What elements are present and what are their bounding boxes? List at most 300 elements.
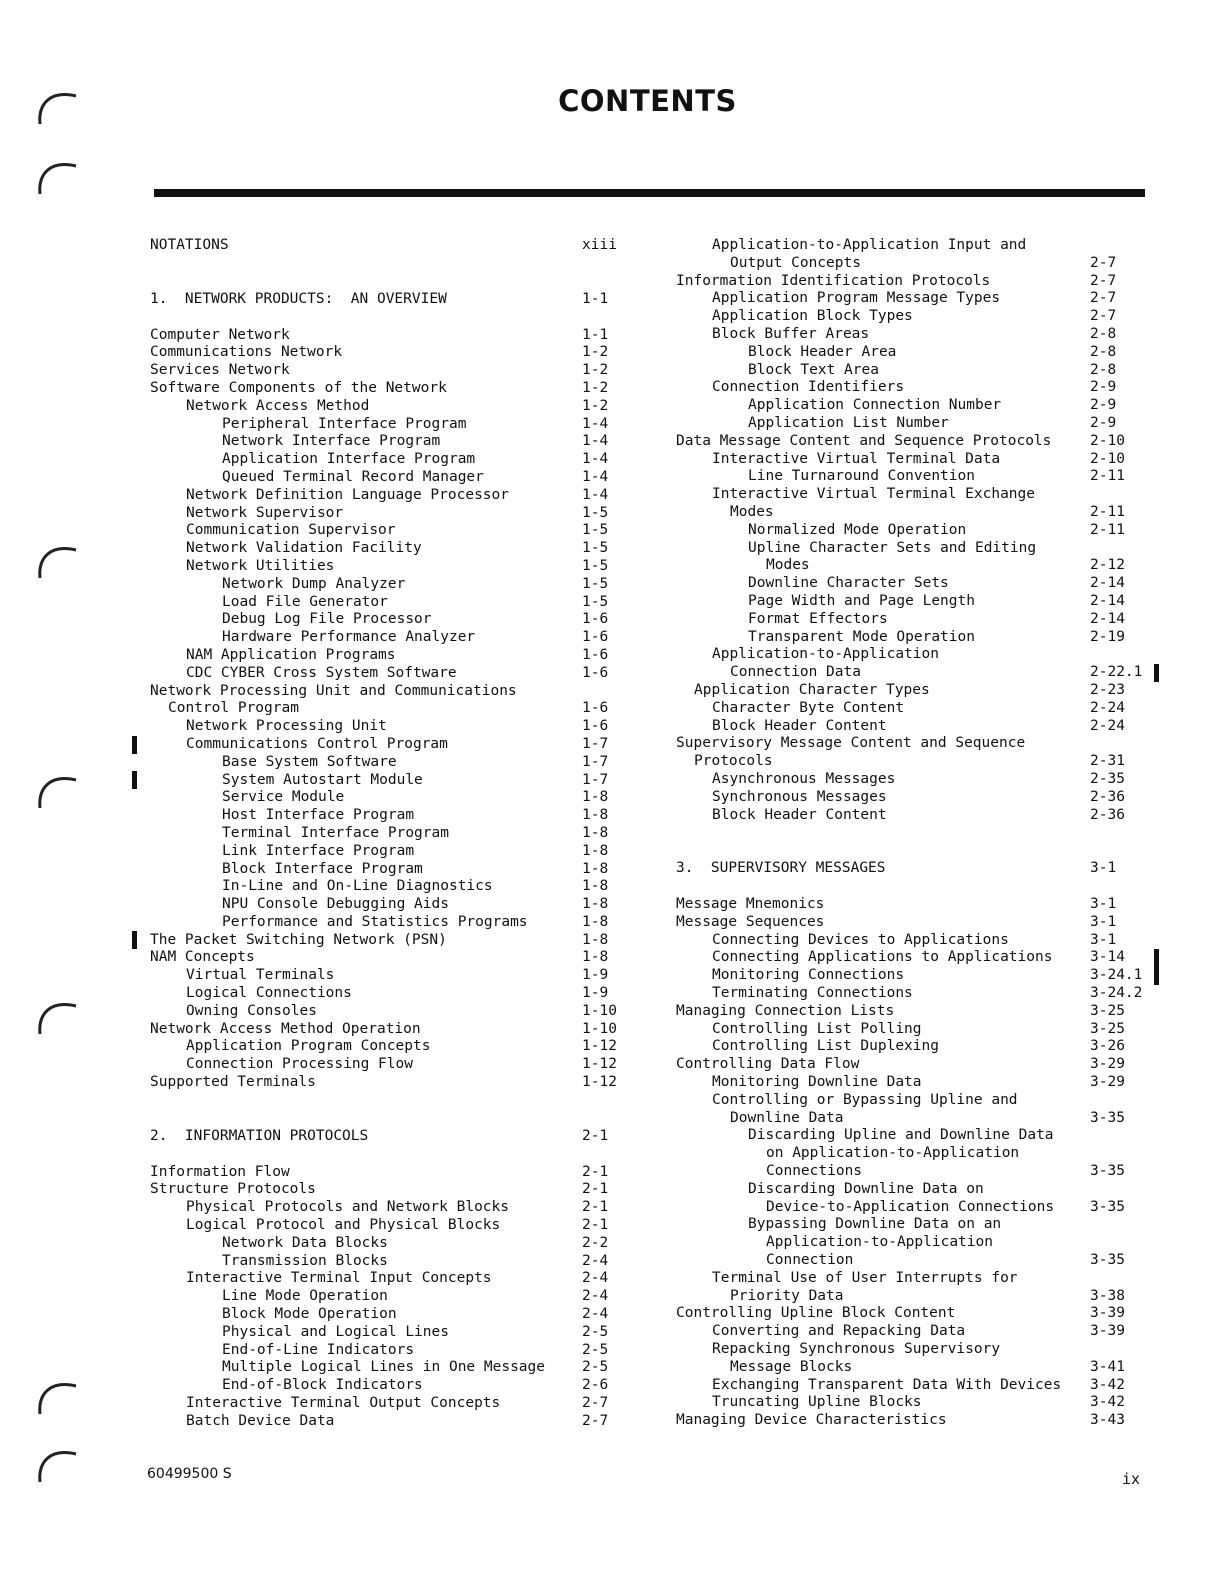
toc-entry-title: 2. INFORMATION PROTOCOLS <box>150 1127 369 1144</box>
toc-entry-title: Structure Protocols <box>150 1181 316 1198</box>
toc-entry <box>676 1145 1144 1163</box>
binder-hole-icon <box>36 86 80 126</box>
toc-entry-page: 1-4 <box>582 486 609 503</box>
toc-entry <box>676 1092 1144 1110</box>
toc-entry-title: Communication Supervisor <box>186 522 396 539</box>
toc-entry-title: Block Buffer Areas <box>712 325 870 342</box>
toc-entry <box>150 1306 620 1324</box>
toc-entry <box>150 665 620 683</box>
toc-entry-title: Application Character Types <box>694 681 930 698</box>
toc-entry-title: Batch Device Data <box>186 1412 335 1429</box>
toc-entry-page: 2-7 <box>1090 290 1117 307</box>
toc-entry-title: Application Block Types <box>712 308 913 325</box>
toc-entry-page: 1-8 <box>582 896 609 913</box>
toc-entry-title: Communications Network <box>150 344 343 361</box>
toc-entry-title: Terminal Use of User Interrupts for <box>712 1269 1018 1286</box>
toc-entry-page: 1-7 <box>582 771 609 788</box>
toc-right-column <box>676 237 1144 1430</box>
toc-entry <box>150 736 620 754</box>
toc-entry-title: Services Network <box>150 362 290 379</box>
toc-entry-title: Information Flow <box>150 1163 290 1180</box>
toc-entry-page: 1-12 <box>582 1056 617 1073</box>
toc-entry-page: 1-8 <box>582 931 609 948</box>
toc-entry <box>150 1235 620 1253</box>
toc-entry <box>150 1074 620 1092</box>
toc-entry <box>676 575 1144 593</box>
toc-entry-title: Application-to-Application Input and <box>712 237 1027 253</box>
toc-entry-page: 2-9 <box>1090 397 1117 414</box>
toc-entry-page: 1-4 <box>582 433 609 450</box>
toc-entry-page: 2-8 <box>1090 325 1117 342</box>
toc-entry <box>150 594 620 612</box>
toc-entry <box>676 1038 1144 1056</box>
toc-entry <box>676 985 1144 1003</box>
toc-entry <box>150 1377 620 1395</box>
toc-entry <box>150 344 620 362</box>
toc-entry <box>676 308 1144 326</box>
toc-entry <box>676 718 1144 736</box>
toc-entry-page: 1-1 <box>582 326 609 343</box>
binder-hole-icon <box>36 156 80 196</box>
toc-entry <box>676 1216 1144 1234</box>
toc-entry <box>150 807 620 825</box>
toc-entry <box>150 967 620 985</box>
toc-entry-title: on Application-to-Application <box>766 1145 1020 1162</box>
toc-entry-page: 1-8 <box>582 949 609 966</box>
toc-entry-title: Network Processing Unit <box>186 718 387 735</box>
toc-entry-title: Application-to-Application <box>712 646 939 663</box>
toc-entry-page: 1-9 <box>582 967 609 984</box>
toc-entry <box>676 735 1144 753</box>
binder-hole-icon <box>36 1376 80 1416</box>
toc-entry-title: Connection <box>766 1252 854 1269</box>
toc-entry-page: 1-6 <box>582 629 609 646</box>
toc-entry-title: CDC CYBER Cross System Software <box>186 664 457 681</box>
toc-entry-page: 1-10 <box>582 1002 617 1019</box>
toc-entry-title: Block Header Content <box>712 806 887 823</box>
binder-hole-icon <box>36 770 80 810</box>
toc-entry-page: 2-31 <box>1090 753 1125 770</box>
toc-entry <box>150 772 620 790</box>
toc-entry <box>676 433 1144 451</box>
toc-entry-title: Priority Data <box>730 1287 844 1304</box>
toc-entry-page: 3-29 <box>1090 1074 1125 1091</box>
toc-entry-page: 1-6 <box>582 700 609 717</box>
toc-entry-title: 3. SUPERVISORY MESSAGES <box>676 860 886 877</box>
toc-entry-title: Service Module <box>222 789 345 806</box>
toc-entry-title: Application Interface Program <box>222 451 476 468</box>
toc-entry <box>676 949 1144 967</box>
toc-entry-title: Truncating Upline Blocks <box>712 1394 922 1411</box>
toc-entry-title: Host Interface Program <box>222 807 415 824</box>
toc-entry-page: 2-14 <box>1090 592 1125 609</box>
toc-entry-title: Format Effectors <box>748 610 888 627</box>
toc-entry-title: Controlling List Duplexing <box>712 1038 939 1055</box>
toc-entry-title: Connection Data <box>730 664 861 681</box>
toc-entry <box>676 771 1144 789</box>
toc-entry-page: 1-4 <box>582 468 609 485</box>
toc-entry-title: Physical and Logical Lines <box>222 1323 449 1340</box>
toc-entry-page: 3-1 <box>1090 896 1117 913</box>
toc-entry-title: Software Components of the Network <box>150 379 447 396</box>
toc-entry <box>150 718 620 736</box>
toc-entry-title: Synchronous Messages <box>712 788 887 805</box>
toc-entry-page: 2-36 <box>1090 788 1125 805</box>
toc-entry <box>150 878 620 896</box>
toc-entry-page: 1-5 <box>582 522 609 539</box>
toc-entry <box>676 1359 1144 1377</box>
toc-entry-page: 2-1 <box>582 1199 609 1216</box>
toc-entry-title: Connection Processing Flow <box>186 1056 413 1073</box>
toc-entry-page: 2-11 <box>1090 521 1125 538</box>
toc-entry <box>150 451 620 469</box>
toc-entry <box>150 629 620 647</box>
toc-entry-title: NAM Application Programs <box>186 646 396 663</box>
toc-entry-title: Message Sequences <box>676 913 825 930</box>
toc-entry-page: 2-23 <box>1090 681 1125 698</box>
toc-entry-title: 1. NETWORK PRODUCTS: AN OVERVIEW <box>150 290 447 307</box>
toc-entry <box>150 1021 620 1039</box>
toc-entry <box>150 789 620 807</box>
toc-entry-title: Load File Generator <box>222 593 388 610</box>
toc-entry <box>676 1323 1144 1341</box>
toc-entry-page: 2-24 <box>1090 699 1125 716</box>
toc-entry-page: 2-14 <box>1090 575 1125 592</box>
toc-entry <box>150 861 620 879</box>
toc-entry <box>150 1128 620 1146</box>
toc-entry-title: End-of-Block Indicators <box>222 1377 423 1394</box>
toc-entry <box>676 415 1144 433</box>
toc-entry-page: 1-12 <box>582 1038 617 1055</box>
toc-entry-page: 3-41 <box>1090 1358 1125 1375</box>
toc-entry-page: 2-7 <box>1090 272 1117 289</box>
toc-entry-title: End-of-Line Indicators <box>222 1341 415 1358</box>
toc-entry-title: NOTATIONS <box>150 237 229 253</box>
toc-entry-page: 3-35 <box>1090 1163 1125 1180</box>
toc-entry <box>676 362 1144 380</box>
toc-entry-title: Transparent Mode Operation <box>748 628 975 645</box>
toc-entry-title: Discarding Downline Data on <box>748 1180 984 1197</box>
toc-entry-page: 2-14 <box>1090 610 1125 627</box>
toc-entry <box>676 540 1144 558</box>
toc-entry-title: Interactive Virtual Terminal Data <box>712 450 1001 467</box>
toc-entry-title: Logical Connections <box>186 985 352 1002</box>
toc-entry-page: 2-7 <box>1090 308 1117 325</box>
toc-entry <box>676 593 1144 611</box>
toc-entry-title: Physical Protocols and Network Blocks <box>186 1199 510 1216</box>
toc-entry-title: Network Access Method <box>186 397 370 414</box>
toc-entry-page: 1-5 <box>582 593 609 610</box>
toc-entry-title: Application Connection Number <box>748 397 1002 414</box>
toc-entry-page: 1-4 <box>582 451 609 468</box>
toc-entry <box>676 914 1144 932</box>
toc-entry <box>150 540 620 558</box>
toc-entry-title: Control Program <box>168 700 299 717</box>
toc-entry <box>150 683 620 701</box>
toc-entry-title: Connecting Devices to Applications <box>712 931 1009 948</box>
toc-entry-title: Block Mode Operation <box>222 1306 397 1323</box>
toc-entry-page: 2-1 <box>582 1181 609 1198</box>
toc-entry <box>150 1324 620 1342</box>
toc-entry-title: Asynchronous Messages <box>712 770 896 787</box>
toc-entry-title: Application Program Concepts <box>186 1038 431 1055</box>
toc-entry-title: Controlling Upline Block Content <box>676 1305 956 1322</box>
toc-entry-page: 3-35 <box>1090 1109 1125 1126</box>
toc-entry <box>150 487 620 505</box>
toc-entry-title: Information Identification Protocols <box>676 272 991 289</box>
toc-entry-page: 1-5 <box>582 575 609 592</box>
toc-entry-title: Normalized Mode Operation <box>748 521 967 538</box>
toc-entry-title: Block Header Content <box>712 717 887 734</box>
toc-entry <box>676 896 1144 914</box>
toc-entry-page: 1-6 <box>582 718 609 735</box>
toc-entry <box>150 843 620 861</box>
page-number: ix <box>1122 1470 1141 1488</box>
toc-entry <box>150 1164 620 1182</box>
toc-entry <box>150 611 620 629</box>
toc-entry-page: 3-25 <box>1090 1002 1125 1019</box>
toc-left-column <box>150 237 620 1431</box>
toc-entry <box>676 1056 1144 1074</box>
toc-entry-title: Terminal Interface Program <box>222 824 449 841</box>
toc-entry-title: Controlling List Polling <box>712 1020 922 1037</box>
toc-entry-page: 3-35 <box>1090 1252 1125 1269</box>
toc-entry-title: Page Width and Page Length <box>748 592 975 609</box>
toc-entry-page: 3-43 <box>1090 1412 1125 1429</box>
toc-entry-title: Device-to-Application Connections <box>766 1198 1055 1215</box>
toc-entry <box>150 949 620 967</box>
toc-entry-title: In-Line and On-Line Diagnostics <box>222 878 493 895</box>
toc-entry <box>150 754 620 772</box>
toc-entry <box>676 1394 1144 1412</box>
toc-entry-page: 2-12 <box>1090 557 1125 574</box>
toc-entry-title: Connections <box>766 1163 863 1180</box>
toc-entry-page: 2-7 <box>1090 254 1117 271</box>
toc-entry-page: 1-5 <box>582 504 609 521</box>
toc-entry-page: 2-36 <box>1090 806 1125 823</box>
toc-entry-page: 2-5 <box>582 1341 609 1358</box>
toc-entry-page: 3-14 <box>1090 949 1125 966</box>
toc-entry-title: Monitoring Connections <box>712 967 905 984</box>
toc-entry-page: 2-8 <box>1090 361 1117 378</box>
toc-entry-page: 3-29 <box>1090 1056 1125 1073</box>
toc-entry <box>150 416 620 434</box>
toc-entry-page: 3-24.2 <box>1090 985 1143 1002</box>
toc-entry <box>676 967 1144 985</box>
toc-entry <box>676 397 1144 415</box>
toc-entry <box>676 255 1144 273</box>
toc-entry <box>150 1199 620 1217</box>
toc-entry-title: Application Program Message Types <box>712 290 1001 307</box>
toc-entry <box>676 807 1144 825</box>
toc-entry <box>676 1234 1144 1252</box>
toc-entry-title: NPU Console Debugging Aids <box>222 896 449 913</box>
toc-entry-page: 1-12 <box>582 1074 617 1091</box>
binder-hole-icon <box>36 1444 80 1484</box>
toc-entry <box>676 344 1144 362</box>
toc-entry-page: 1-8 <box>582 807 609 824</box>
toc-entry-page: 1-6 <box>582 646 609 663</box>
toc-entry-page: 2-5 <box>582 1323 609 1340</box>
toc-entry-title: Network Validation Facility <box>186 540 422 557</box>
toc-entry <box>676 860 1144 878</box>
toc-entry <box>676 664 1144 682</box>
toc-entry-title: Message Mnemonics <box>676 896 825 913</box>
toc-entry-title: Owning Consoles <box>186 1002 317 1019</box>
toc-entry-title: Modes <box>730 503 774 520</box>
toc-entry <box>150 558 620 576</box>
toc-entry-title: Converting and Repacking Data <box>712 1323 966 1340</box>
toc-entry-title: Network Dump Analyzer <box>222 575 406 592</box>
toc-entry-page: 2-1 <box>582 1127 609 1144</box>
toc-entry-title: NAM Concepts <box>150 949 255 966</box>
toc-entry <box>676 932 1144 950</box>
toc-entry <box>150 398 620 416</box>
toc-entry-title: Computer Network <box>150 326 290 343</box>
toc-entry-title: Controlling or Bypassing Upline and <box>712 1091 1018 1108</box>
toc-entry-page: 1-1 <box>582 290 609 307</box>
toc-entry-title: Output Concepts <box>730 254 861 271</box>
toc-entry-page: 1-8 <box>582 842 609 859</box>
toc-entry-page: 2-11 <box>1090 468 1125 485</box>
toc-entry-title: Network Processing Unit and Communications <box>150 682 517 699</box>
toc-entry-page: 2-7 <box>582 1412 609 1429</box>
toc-entry-page: 1-6 <box>582 664 609 681</box>
toc-entry <box>676 611 1144 629</box>
toc-entry-page: 3-24.1 <box>1090 967 1143 984</box>
toc-entry-page: 1-8 <box>582 824 609 841</box>
toc-entry-title: Message Blocks <box>730 1358 853 1375</box>
toc-entry <box>676 237 1144 255</box>
toc-entry-page: 1-6 <box>582 611 609 628</box>
toc-entry-page: 2-4 <box>582 1288 609 1305</box>
toc-entry-title: Hardware Performance Analyzer <box>222 629 476 646</box>
toc-entry-title: Logical Protocol and Physical Blocks <box>186 1217 501 1234</box>
toc-entry-title: Downline Character Sets <box>748 575 949 592</box>
toc-entry-title: Character Byte Content <box>712 699 905 716</box>
toc-entry-page: 2-6 <box>582 1377 609 1394</box>
toc-entry <box>150 237 620 255</box>
toc-entry-title: Repacking Synchronous Supervisory <box>712 1341 1001 1358</box>
toc-entry-title: Protocols <box>694 753 773 770</box>
toc-entry <box>150 469 620 487</box>
toc-entry <box>676 1377 1144 1395</box>
toc-entry <box>150 380 620 398</box>
toc-entry-title: Supervisory Message Content and Sequence <box>676 735 1026 752</box>
toc-entry-page: 3-42 <box>1090 1376 1125 1393</box>
toc-entry <box>150 1359 620 1377</box>
toc-entry <box>676 1181 1144 1199</box>
toc-entry-title: Monitoring Downline Data <box>712 1074 922 1091</box>
toc-entry <box>676 1074 1144 1092</box>
toc-entry-page: 1-4 <box>582 415 609 432</box>
toc-entry-page: 2-35 <box>1090 770 1125 787</box>
toc-entry-title: Data Message Content and Sequence Protocols <box>676 432 1052 449</box>
toc-entry <box>150 1181 620 1199</box>
toc-entry-page: 1-7 <box>582 753 609 770</box>
toc-entry <box>676 1288 1144 1306</box>
toc-entry-title: Line Mode Operation <box>222 1288 388 1305</box>
toc-entry-title: Supported Terminals <box>150 1074 316 1091</box>
toc-entry <box>676 1163 1144 1181</box>
toc-entry-page: 1-8 <box>582 789 609 806</box>
toc-entry <box>150 896 620 914</box>
toc-entry <box>676 1341 1144 1359</box>
toc-entry-title: Application-to-Application <box>766 1234 993 1251</box>
toc-entry-title: Base System Software <box>222 753 397 770</box>
toc-entry-title: Connecting Applications to Applications <box>712 949 1053 966</box>
change-bar <box>1154 664 1159 682</box>
toc-entry-title: Multiple Logical Lines in One Message <box>222 1359 546 1376</box>
toc-entry-title: Performance and Statistics Programs <box>222 913 528 930</box>
toc-entry-title: The Packet Switching Network (PSN) <box>150 931 447 948</box>
toc-entry <box>676 1127 1144 1145</box>
change-bar <box>1154 949 1159 985</box>
toc-entry <box>150 985 620 1003</box>
toc-entry-title: Upline Character Sets and Editing <box>748 539 1037 556</box>
toc-entry <box>150 1413 620 1431</box>
toc-entry <box>150 1288 620 1306</box>
toc-entry-title: Interactive Virtual Terminal Exchange <box>712 486 1036 503</box>
toc-entry <box>150 291 620 309</box>
toc-entry <box>150 825 620 843</box>
toc-entry <box>150 1342 620 1360</box>
toc-entry-title: Network Access Method Operation <box>150 1020 421 1037</box>
toc-entry-title: System Autostart Module <box>222 771 423 788</box>
toc-entry-page: 3-39 <box>1090 1323 1125 1340</box>
toc-entry-page: 1-8 <box>582 860 609 877</box>
toc-entry-page: 2-5 <box>582 1359 609 1376</box>
toc-entry <box>150 914 620 932</box>
toc-entry <box>676 753 1144 771</box>
toc-entry-title: Link Interface Program <box>222 842 415 859</box>
toc-entry <box>676 379 1144 397</box>
toc-entry-page: 3-42 <box>1090 1394 1125 1411</box>
toc-entry-title: Debug Log File Processor <box>222 611 432 628</box>
toc-entry-page: 1-7 <box>582 735 609 752</box>
toc-entry-title: Network Interface Program <box>222 433 441 450</box>
toc-entry-page: 3-1 <box>1090 860 1117 877</box>
toc-entry <box>676 1252 1144 1270</box>
toc-entry-title: Downline Data <box>730 1109 844 1126</box>
change-bar <box>132 931 137 949</box>
toc-entry <box>676 468 1144 486</box>
toc-entry-page: 1-8 <box>582 878 609 895</box>
toc-entry-page: 1-2 <box>582 397 609 414</box>
toc-entry-page: 3-26 <box>1090 1038 1125 1055</box>
toc-entry <box>150 433 620 451</box>
toc-entry <box>676 682 1144 700</box>
toc-entry-title: Network Data Blocks <box>222 1234 388 1251</box>
toc-entry-title: Interactive Terminal Input Concepts <box>186 1270 492 1287</box>
toc-entry <box>150 932 620 950</box>
toc-entry <box>676 1305 1144 1323</box>
toc-entry-page: 2-8 <box>1090 343 1117 360</box>
toc-entry-page: 2-2 <box>582 1234 609 1251</box>
toc-entry <box>676 700 1144 718</box>
toc-entry-title: Connection Identifiers <box>712 379 905 396</box>
toc-entry-title: Interactive Terminal Output Concepts <box>186 1395 501 1412</box>
toc-entry <box>676 646 1144 664</box>
toc-entry-title: Transmission Blocks <box>222 1252 388 1269</box>
toc-entry-page: 2-19 <box>1090 628 1125 645</box>
toc-entry-title: Block Text Area <box>748 361 879 378</box>
toc-entry-title: Peripheral Interface Program <box>222 415 467 432</box>
toc-entry-page: 2-4 <box>582 1252 609 1269</box>
toc-entry-title: Discarding Upline and Downline Data <box>748 1127 1054 1144</box>
binder-hole-icon <box>36 540 80 580</box>
toc-entry <box>150 1395 620 1413</box>
